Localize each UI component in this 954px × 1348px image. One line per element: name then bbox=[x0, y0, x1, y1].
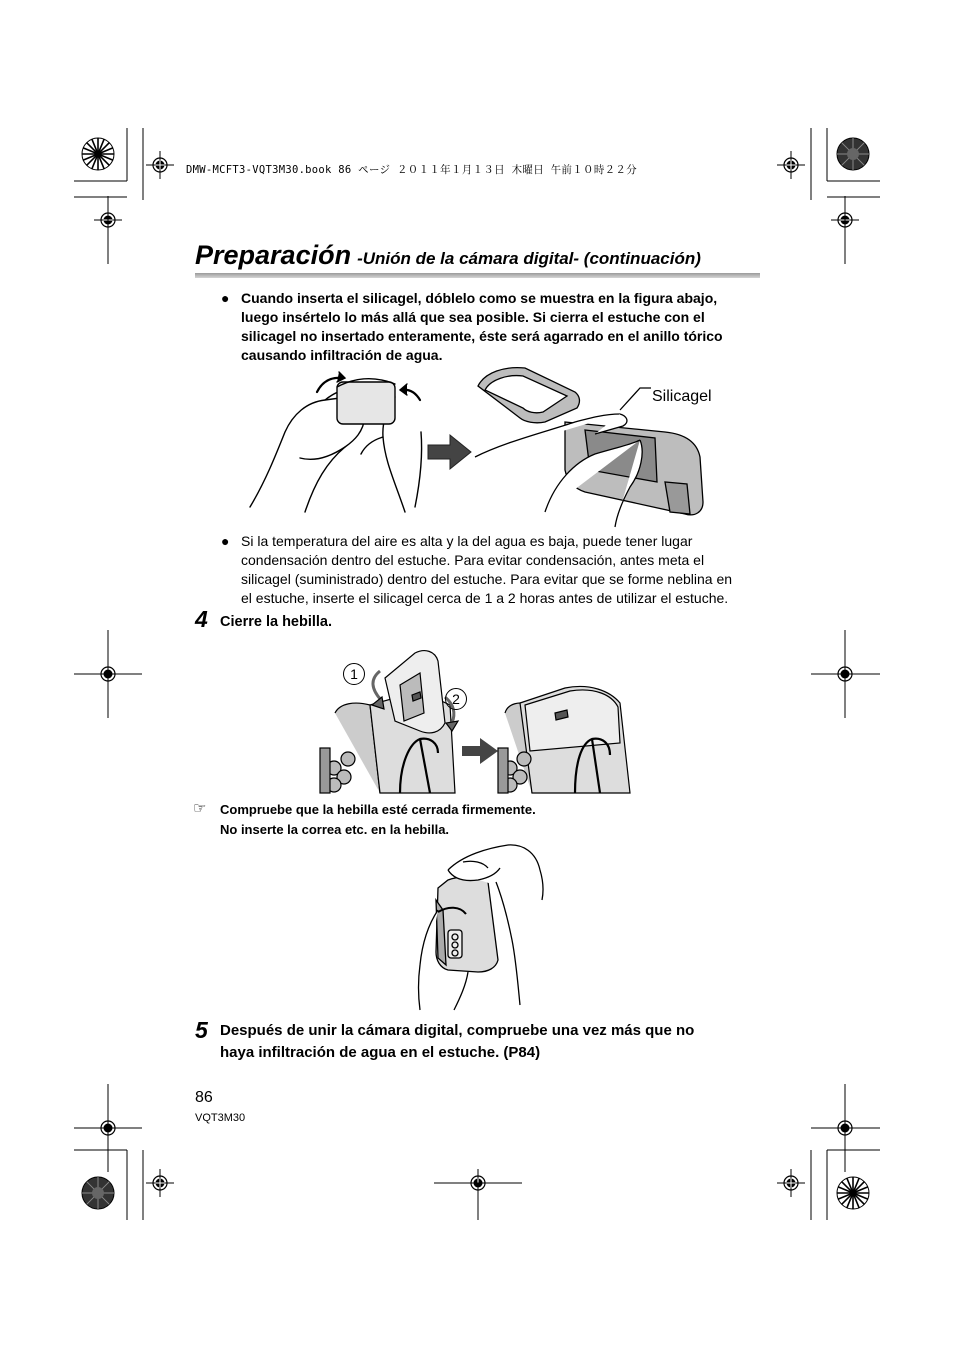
page-title-main: Preparación bbox=[195, 240, 352, 270]
bullet-line: el estuche, inserte el silicagel cerca de 1 a 2 horas antes de utilizar el estuche. bbox=[241, 590, 729, 606]
bullet-dot: ● bbox=[221, 290, 230, 306]
bullet-condensation bbox=[221, 532, 771, 608]
page-number: 86 bbox=[195, 1089, 213, 1106]
marker-2-text: 2 bbox=[452, 691, 460, 707]
print-header: DMW-MCFT3-VQT3M30.book 86 ページ ２０１１年１月１３日 木曜日 午前１０時２２分 bbox=[186, 164, 638, 176]
bullet-line: luego insértelo lo más allá que sea posible. Si cierra el estuche con el bbox=[241, 309, 705, 325]
figure-buckle-closing bbox=[320, 643, 640, 793]
page-title bbox=[195, 240, 701, 271]
bullet-line: condensación dentro del estuche. Para evitar condensación, antes meta el bbox=[241, 552, 705, 568]
step-line: haya infiltración de agua en el estuche. (P84) bbox=[220, 1044, 541, 1061]
model-code: VQT3M30 bbox=[195, 1112, 246, 1124]
bullet-line: Si la temperatura del aire es alta y la del agua es baja, puede tener lugar bbox=[241, 533, 693, 549]
note-icon: ☞ bbox=[193, 800, 207, 817]
page-title-sub: -Unión de la cámara digital- (continuación) bbox=[357, 249, 701, 268]
step-number: 5 bbox=[195, 1017, 208, 1043]
note-text bbox=[220, 800, 536, 840]
figure-silicagel-insertion bbox=[245, 362, 765, 527]
bullet-line: silicagel no insertado enteramente, éste será agarrado en el anillo tórico bbox=[241, 328, 723, 344]
marker-circle-1 bbox=[343, 663, 365, 685]
note-line: No inserte la correa etc. en la hebilla. bbox=[220, 822, 450, 837]
bullet-silicagel-fold bbox=[221, 289, 771, 365]
title-underline bbox=[195, 273, 760, 278]
step-number: 4 bbox=[195, 606, 208, 632]
marker-1-text: 1 bbox=[350, 666, 358, 682]
step-text bbox=[220, 1020, 694, 1064]
marker-circle-2 bbox=[445, 688, 467, 710]
step-line: Después de unir la cámara digital, compruebe una vez más que no bbox=[220, 1022, 695, 1039]
silicagel-label: Silicagel bbox=[652, 388, 712, 405]
figure-buckle-check bbox=[408, 840, 548, 1015]
bullet-line: silicagel (suministrado) dentro del estuche. Para evitar que se forme neblina en bbox=[241, 571, 733, 587]
bullet-dot: ● bbox=[221, 533, 230, 549]
bullet-line: Cuando inserta el silicagel, dóblelo como se muestra en la figura abajo, bbox=[241, 290, 718, 306]
step-text: Cierre la hebilla. bbox=[220, 614, 333, 630]
note-line: Compruebe que la hebilla esté cerrada firmemente. bbox=[220, 802, 536, 817]
bullet-line: causando infiltración de agua. bbox=[241, 347, 443, 363]
